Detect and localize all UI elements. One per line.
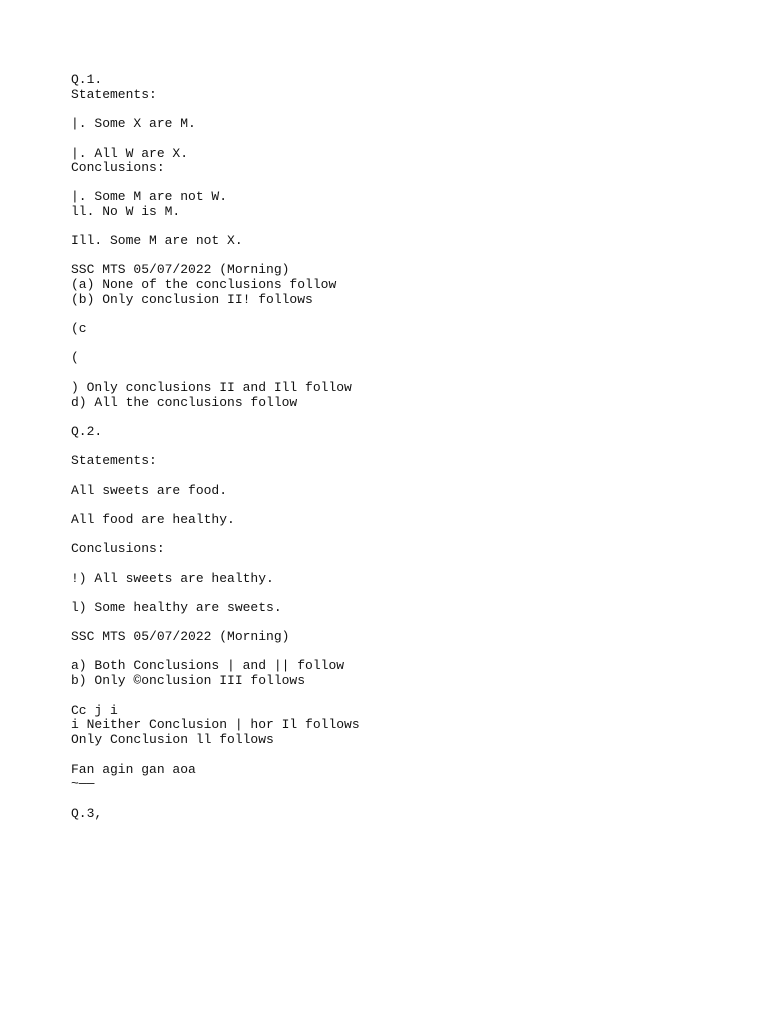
q1-option-d: d) All the conclusions follow bbox=[71, 395, 298, 410]
q2-conclusions-heading: Conclusions: bbox=[71, 541, 165, 556]
q2-option-c: i Neither Conclusion | hor Il follows bbox=[71, 717, 360, 732]
q1-option-a: (a) None of the conclusions follow bbox=[71, 277, 337, 292]
question-1-number: Q.1. bbox=[71, 72, 103, 87]
question-3-number: Q.3, bbox=[71, 806, 103, 821]
q1-option-c-fragment-2: ( bbox=[71, 350, 79, 365]
q2-option-a: a) Both Conclusions | and || follow bbox=[71, 658, 345, 673]
ocr-noise-text: Fan agin gan aoa bbox=[71, 762, 196, 777]
q1-statement-1: |. Some X are M. bbox=[71, 116, 196, 131]
q2-statement-1: All sweets are food. bbox=[71, 483, 228, 498]
q2-option-d: Only Conclusion ll follows bbox=[71, 732, 274, 747]
q1-option-b: (b) Only conclusion II! follows bbox=[71, 292, 313, 307]
q1-option-c-fragment: (c bbox=[71, 321, 87, 336]
q1-conclusion-2: ll. No W is M. bbox=[71, 204, 181, 219]
q1-exam-source: SSC MTS 05/07/2022 (Morning) bbox=[71, 262, 290, 277]
q2-statements-heading: Statements: bbox=[71, 453, 157, 468]
ocr-noise-rule: ~—— bbox=[71, 776, 95, 791]
q2-conclusion-2: l) Some healthy are sweets. bbox=[71, 600, 282, 615]
q1-conclusion-3: Ill. Some M are not X. bbox=[71, 233, 243, 248]
q1-conclusions-heading: Conclusions: bbox=[71, 160, 165, 175]
q1-option-c: ) Only conclusions II and Ill follow bbox=[71, 380, 352, 395]
question-2-number: Q.2. bbox=[71, 424, 103, 439]
q2-conclusion-1: !) All sweets are healthy. bbox=[71, 571, 274, 586]
q2-option-b: b) Only ©onclusion III follows bbox=[71, 673, 306, 688]
q2-exam-source: SSC MTS 05/07/2022 (Morning) bbox=[71, 629, 290, 644]
q1-statements-heading: Statements: bbox=[71, 87, 157, 102]
q1-conclusion-1: |. Some M are not W. bbox=[71, 189, 228, 204]
q2-statement-2: All food are healthy. bbox=[71, 512, 235, 527]
q1-statement-2: |. All W are X. bbox=[71, 146, 189, 161]
q2-option-c-fragment: Cc j i bbox=[71, 703, 118, 718]
